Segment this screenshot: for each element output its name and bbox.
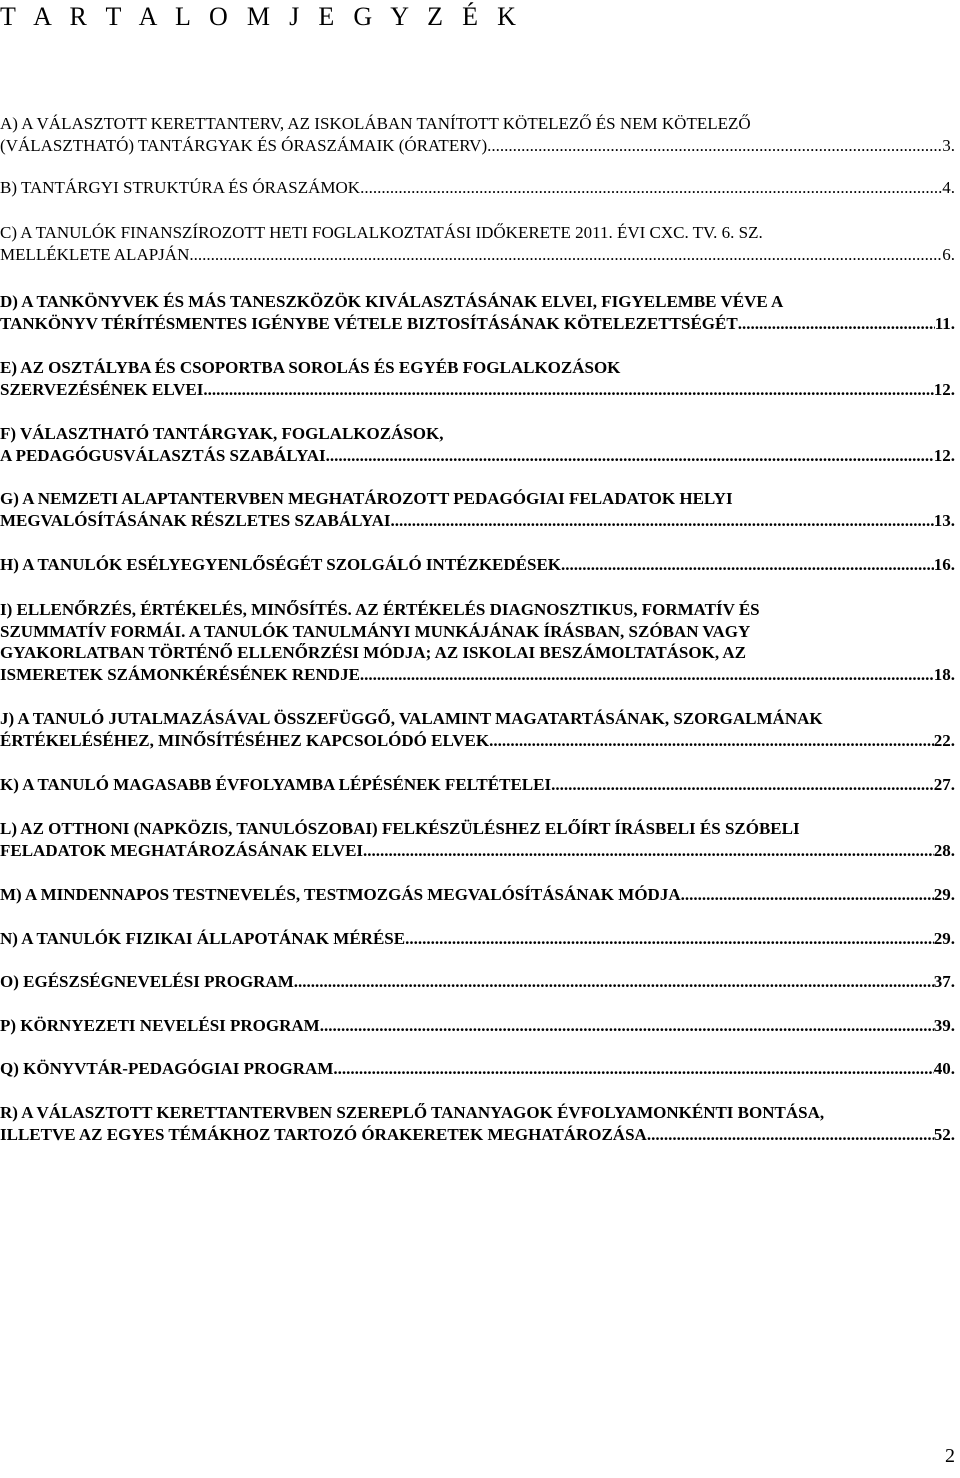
- toc-entry-text: A) A VÁLASZTOTT KERETTANTERV, AZ ISKOLÁBAN TANÍTOTT KÖTELEZŐ ÉS NEM KÖTELEZŐ: [0, 114, 751, 133]
- page-title: T A R T A L O M J E G Y Z É K: [0, 2, 523, 31]
- toc-entry-text: ÉRTÉKELÉSÉHEZ, MINŐSÍTÉSÉHEZ KAPCSOLÓDÓ ELVEK: [0, 730, 490, 750]
- page-number: 2: [945, 1445, 955, 1467]
- dot-leader: [647, 1124, 934, 1146]
- toc-entry-text: Q) KÖNYVTÁR-PEDAGÓGIAI PROGRAM: [0, 1059, 334, 1078]
- dot-leader: [487, 135, 942, 157]
- toc-entry-i[interactable]: [0, 599, 955, 685]
- toc-entry-c[interactable]: [0, 222, 955, 265]
- toc-page-number: 18.: [933, 664, 955, 684]
- toc-entry-text: N) A TANULÓK FIZIKAI ÁLLAPOTÁNAK MÉRÉSE: [0, 929, 406, 948]
- dot-leader: [738, 313, 935, 335]
- toc-page-number: 28.: [933, 840, 955, 860]
- toc-page-number: 13.: [933, 510, 955, 530]
- toc-page-number: 22.: [933, 730, 955, 750]
- toc-entry-text: K) A TANULÓ MAGASABB ÉVFOLYAMBA LÉPÉSÉNEK FELTÉTELEI: [0, 775, 552, 794]
- toc-page-number: 27.: [933, 775, 955, 794]
- dot-leader: [561, 554, 934, 576]
- toc-entry-text: H) A TANULÓK ESÉLYEGYENLŐSÉGÉT SZOLGÁLÓ INTÉZKEDÉSEK: [0, 555, 562, 574]
- toc-entry-a[interactable]: [0, 113, 955, 156]
- toc-entry-text: P) KÖRNYEZETI NEVELÉSI PROGRAM: [0, 1016, 320, 1035]
- toc-entry-text: SZERVEZÉSÉNEK ELVEI: [0, 379, 204, 399]
- dot-leader: [326, 445, 934, 467]
- toc-entry-j[interactable]: [0, 708, 955, 751]
- toc-entry-text: (VÁLASZTHATÓ) TANTÁRGYAK ÉS ÓRASZÁMAIK (ÓRATERV): [0, 135, 488, 155]
- toc-page-number: 3.: [942, 135, 955, 155]
- toc-entry-text: D) A TANKÖNYVEK ÉS MÁS TANESZKÖZÖK KIVÁLASZTÁSÁNAK ELVEI, FIGYELEMBE VÉVE A: [0, 292, 784, 311]
- toc-page-number: 29.: [933, 885, 955, 904]
- toc-entry-m[interactable]: [0, 884, 955, 906]
- toc-entry-b[interactable]: [0, 177, 955, 199]
- dot-leader: [681, 884, 934, 906]
- dot-leader: [360, 177, 942, 199]
- toc-entry-e[interactable]: [0, 357, 955, 400]
- toc-entry-r[interactable]: [0, 1102, 955, 1145]
- toc-entry-f[interactable]: [0, 423, 955, 466]
- toc-page-number: 4.: [942, 178, 955, 197]
- toc-entry-text: J) A TANULÓ JUTALMAZÁSÁVAL ÖSSZEFÜGGŐ, VALAMINT MAGATARTÁSÁNAK, SZORGALMÁNAK: [0, 709, 823, 728]
- toc-entry-text: C) A TANULÓK FINANSZÍROZOTT HETI FOGLALKOZTATÁSI IDŐKERETE 2011. ÉVI CXC. TV. 6. SZ.: [0, 223, 763, 242]
- toc-page-number: 11.: [934, 313, 955, 333]
- toc-entry-text: O) EGÉSZSÉGNEVELÉSI PROGRAM: [0, 972, 294, 991]
- dot-leader: [294, 971, 934, 993]
- toc-entry-text: SZUMMATÍV FORMÁI. A TANULÓK TANULMÁNYI MUNKÁJÁNAK ÍRÁSBAN, SZÓBAN VAGY: [0, 621, 751, 641]
- toc-page-number: 6.: [942, 244, 955, 264]
- dot-leader: [551, 774, 934, 796]
- toc-page-number: 16.: [933, 555, 955, 574]
- toc-entry-text: TANKÖNYV TÉRÍTÉSMENTES IGÉNYBE VÉTELE BIZTOSÍTÁSÁNAK KÖTELEZETTSÉGÉT: [0, 313, 738, 333]
- dot-leader: [203, 379, 933, 401]
- toc-entry-text: ISMERETEK SZÁMONKÉRÉSÉNEK RENDJE: [0, 664, 360, 684]
- toc-entry-p[interactable]: [0, 1015, 955, 1037]
- toc-entry-text: G) A NEMZETI ALAPTANTERVBEN MEGHATÁROZOTT PEDAGÓGIAI FELADATOK HELYI: [0, 489, 733, 508]
- toc-entry-text: B) TANTÁRGYI STRUKTÚRA ÉS ÓRASZÁMOK: [0, 178, 361, 197]
- dot-leader: [391, 510, 934, 532]
- toc-page-number: 37.: [933, 972, 955, 991]
- dot-leader: [189, 244, 942, 266]
- toc-entry-n[interactable]: [0, 928, 955, 950]
- dot-leader: [320, 1015, 934, 1037]
- toc-entry-text: R) A VÁLASZTOTT KERETTANTERVBEN SZEREPLŐ TANANYAGOK ÉVFOLYAMONKÉNTI BONTÁSA,: [0, 1103, 825, 1122]
- dot-leader: [363, 840, 934, 862]
- toc-entry-text: FELADATOK MEGHATÁROZÁSÁNAK ELVEI: [0, 840, 364, 860]
- toc-entry-text: I) ELLENŐRZÉS, ÉRTÉKELÉS, MINŐSÍTÉS. AZ ÉRTÉKELÉS DIAGNOSZTIKUS, FORMATÍV ÉS: [0, 600, 760, 619]
- toc-page-number: 29.: [933, 929, 955, 948]
- toc-entry-text: MELLÉKLETE ALAPJÁN: [0, 244, 190, 264]
- toc-entry-text: A PEDAGÓGUSVÁLASZTÁS SZABÁLYAI: [0, 445, 326, 465]
- toc-entry-text: M) A MINDENNAPOS TESTNEVELÉS, TESTMOZGÁS MEGVALÓSÍTÁSÁNAK MÓDJA: [0, 885, 681, 904]
- toc-entry-text: F) VÁLASZTHATÓ TANTÁRGYAK, FOGLALKOZÁSOK,: [0, 424, 444, 443]
- toc-entry-text: L) AZ OTTHONI (NAPKÖZIS, TANULÓSZOBAI) FELKÉSZÜLÉSHEZ ELŐÍRT ÍRÁSBELI ÉS SZÓBELI: [0, 819, 800, 838]
- toc-page-number: 12.: [933, 445, 955, 465]
- toc-entry-h[interactable]: [0, 554, 955, 576]
- toc-entry-text: MEGVALÓSÍTÁSÁNAK RÉSZLETES SZABÁLYAI: [0, 510, 391, 530]
- toc-entry-text: GYAKORLATBAN TÖRTÉNŐ ELLENŐRZÉSI MÓDJA; AZ ISKOLAI BESZÁMOLTATÁSOK, AZ: [0, 643, 747, 662]
- toc-page-number: 39.: [933, 1016, 955, 1035]
- toc-page-number: 40.: [933, 1059, 955, 1078]
- toc-entry-q[interactable]: [0, 1058, 955, 1080]
- toc-entry-text: ILLETVE AZ EGYES TÉMÁKHOZ TARTOZÓ ÓRAKERETEK MEGHATÁROZÁSA: [0, 1124, 647, 1144]
- toc-entry-d[interactable]: [0, 291, 955, 334]
- toc-entry-o[interactable]: [0, 971, 955, 993]
- dot-leader: [405, 928, 934, 950]
- toc-entry-k[interactable]: [0, 774, 955, 796]
- toc-entry-g[interactable]: [0, 488, 955, 531]
- toc-page-number: 12.: [933, 379, 955, 399]
- toc-entry-l[interactable]: [0, 818, 955, 861]
- dot-leader: [489, 730, 934, 752]
- dot-leader: [333, 1058, 933, 1080]
- dot-leader: [360, 664, 934, 686]
- toc-page-number: 52.: [933, 1124, 955, 1144]
- toc-entry-text: E) AZ OSZTÁLYBA ÉS CSOPORTBA SOROLÁS ÉS EGYÉB FOGLALKOZÁSOK: [0, 358, 621, 377]
